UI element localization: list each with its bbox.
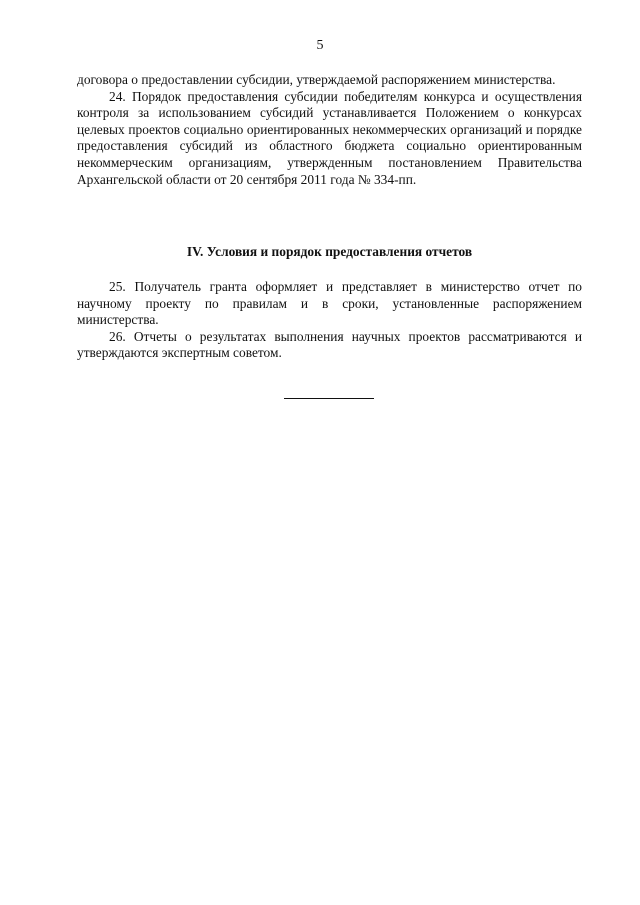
section-heading: IV. Условия и порядок предоставления отчетов xyxy=(186,244,473,259)
paragraph-25: 25. Получатель гранта оформляет и представляет в министерство отчет по научному проекту по правилам и в сроки, установленные распоряжением министерства. xyxy=(77,279,582,328)
paragraph-continuation: договора о предоставлении субсидии, утверждаемой распоряжением министерства. xyxy=(77,72,556,87)
text-block-bottom xyxy=(77,279,582,362)
end-of-document-line xyxy=(284,398,374,399)
paragraph-26: 26. Отчеты о результатах выполнения научных проектов рассматриваются и утверждаются экспертным советом. xyxy=(77,328,582,361)
text-block-top xyxy=(77,72,582,188)
paragraph-24: 24. Порядок предоставления субсидии победителям конкурса и осуществления контроля за использованием субсидий устанавливается Положением о конкурсах целевых проектов социально ориентированных некоммерческих организаций и порядке предоставления субсидий из областного бюджета социально ориентированным некоммерческим организациям, утвержденным постановлением Правительства Архангельской области от 20 сентября 2011 года № 334-пп. xyxy=(77,88,582,187)
page-number: 5 xyxy=(316,38,324,53)
